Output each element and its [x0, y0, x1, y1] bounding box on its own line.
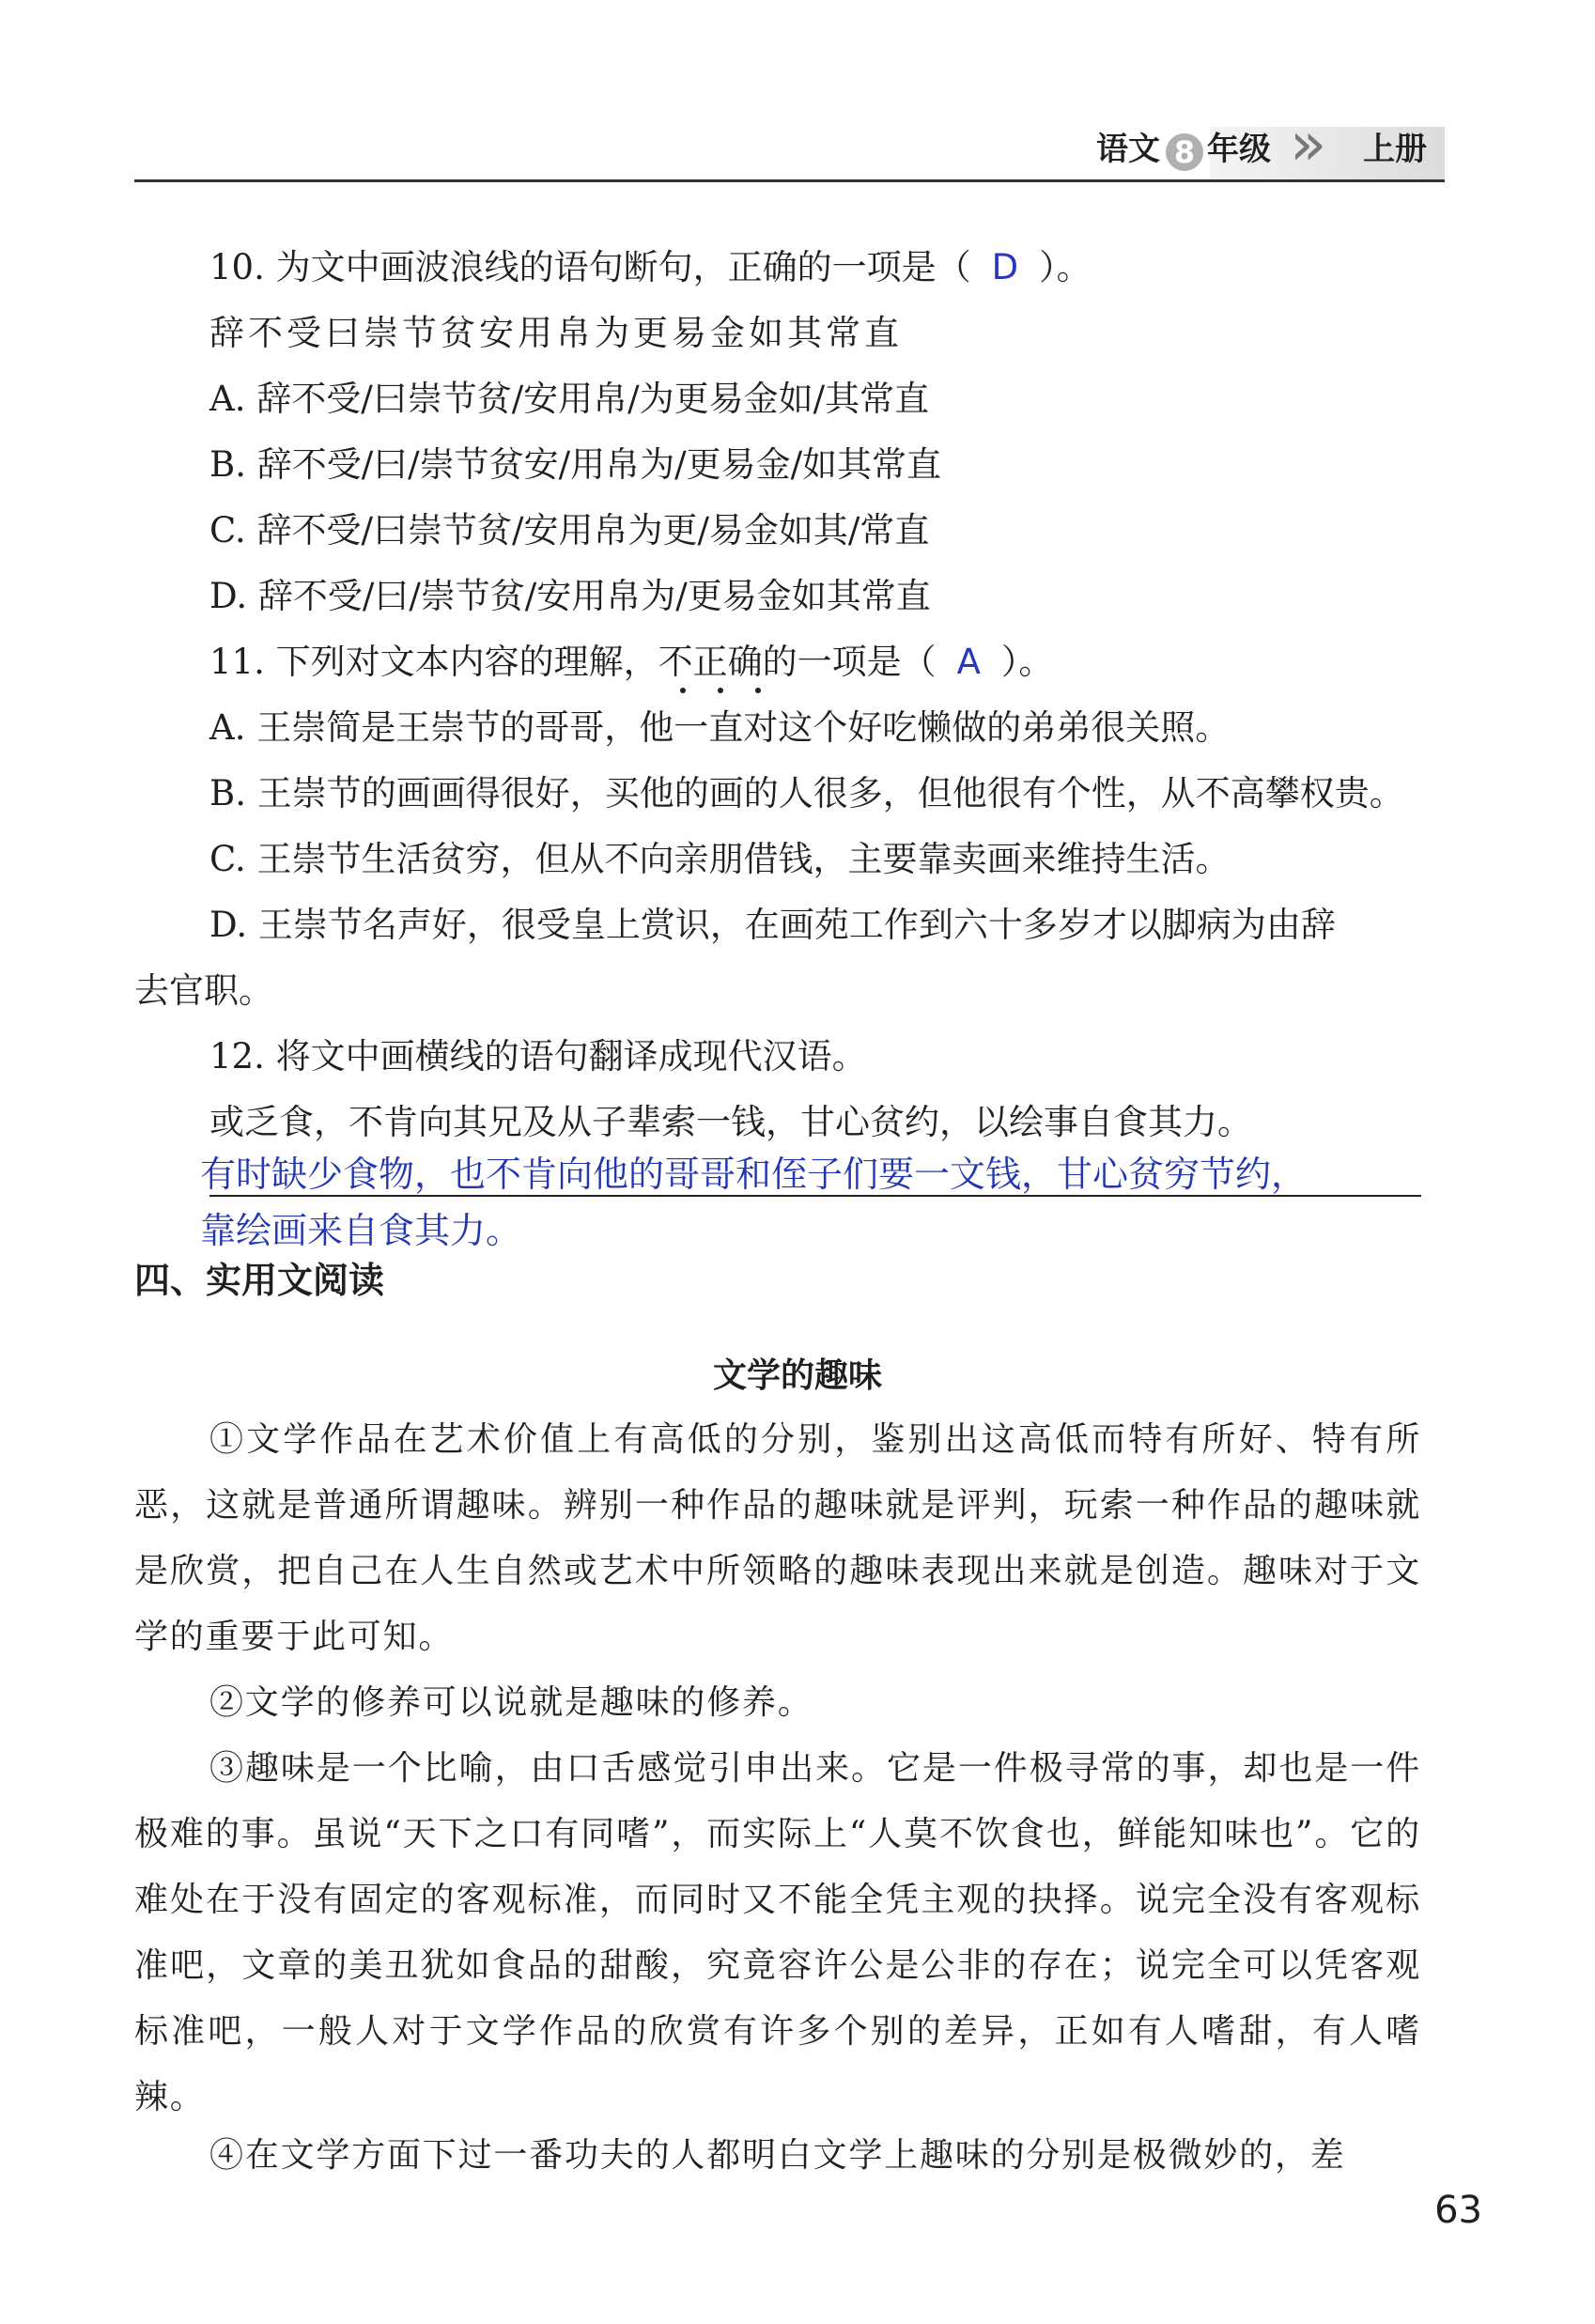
article-title: 文学的趣味	[712, 1356, 882, 1395]
question-10-stem: 10. 为文中画波浪线的语句断句，正确的一项是（ D ）。	[209, 247, 1092, 287]
question-10-answer: D	[991, 247, 1019, 287]
question-11-option-a: A. 王崇简是王崇节的哥哥，他一直对这个好吃懒做的弟弟很关照。	[209, 707, 1231, 748]
page-header	[134, 103, 1445, 182]
emphasis-dot	[680, 688, 686, 693]
question-11-option-d-continued: 去官职。	[134, 970, 273, 1011]
question-11-option-b: B. 王崇节的画画得很好，买他的画的人很多，但他很有个性，从不高攀权贵。	[209, 773, 1404, 813]
emphasis-dot	[718, 688, 723, 693]
article-paragraph-3: ③趣味是一个比喻，由口舌感觉引申出来。它是一件极寻常的事，却也是一件极难的事。虽说“天下之口有同嗜”，而实际上“人莫不饮食也，鲜能知味也”。它的难处在于没有固定的客观标准，而同时又不能全凭主观的抉择。说完全没有客观标准吧，文章的美丑犹如食品的甜酸，究竟容许公是公非的存在；说完全可以凭客观标准吧，一般人对于文学作品的欣赏有许多个别的差异，正如有人嗜甜，有人嗜辣。	[134, 1749, 1421, 2116]
question-10-option-a: A. 辞不受/曰崇节贫/安用帛/为更易金如/其常直	[209, 379, 930, 419]
page-number: 63	[1434, 2189, 1482, 2232]
answer-underline	[209, 1195, 1421, 1197]
double-chevron-icon: ››	[1290, 110, 1316, 179]
header-volume: 上册	[1363, 131, 1427, 168]
question-10-option-b: B. 辞不受/曰/崇节贫安/用帛为/更易金/如其常直	[209, 444, 942, 485]
article-paragraph-2: ②文学的修养可以说就是趣味的修养。	[209, 1683, 813, 1722]
question-12-answer-line-1: 有时缺少食物，也不肯向他的哥哥和侄子们要一文钱，甘心贫穷节约，	[200, 1154, 1308, 1195]
question-10-original: 辞不受曰崇节贫安用帛为更易金如其常直	[209, 313, 903, 353]
question-12-original: 或乏食，不肯向其兄及从子辈索一钱，甘心贫约，以绘事自食其力。	[209, 1102, 1252, 1142]
question-12-stem: 12. 将文中画横线的语句翻译成现代汉语。	[209, 1036, 867, 1077]
section-heading: 四、实用文阅读	[134, 1260, 385, 1301]
grade-number-badge: 8	[1166, 133, 1203, 171]
question-10-option-d: D. 辞不受/曰/崇节贫/安用帛为/更易金如其常直	[209, 576, 931, 616]
article-paragraph-4: ④在文学方面下过一番功夫的人都明白文学上趣味的分别是极微妙的，差	[209, 2136, 1346, 2175]
question-12-answer-line-2: 靠绘画来自食其力。	[200, 1210, 522, 1251]
question-11-option-c: C. 王崇节生活贫穷，但从不向亲朋借钱，主要靠卖画来维持生活。	[209, 839, 1231, 879]
article-paragraph-1: ①文学作品在艺术价值上有高低的分别，鉴别出这高低而特有所好、特有所恶，这就是普通所谓趣味。辨别一种作品的趣味就是评判，玩索一种作品的趣味就是欣赏，把自己在人生自然或艺术中所领略的趣味表现出来就是创造。趣味对于文学的重要于此可知。	[134, 1420, 1421, 1656]
question-11-option-d: D. 王崇节名声好，很受皇上赏识，在画苑工作到六十多岁才以脚病为由辞	[209, 905, 1336, 945]
question-10-option-c: C. 辞不受/曰崇节贫/安用帛为更/易金如其/常直	[209, 510, 930, 550]
question-11-stem: 11. 下列对文本内容的理解，不正确的一项是（ A ）。	[209, 642, 1054, 682]
header-subject: 语文	[1096, 131, 1160, 168]
header-grade: 年级	[1207, 131, 1271, 168]
question-11-answer: A	[956, 642, 981, 682]
header-rule	[134, 179, 1445, 182]
emphasis-dot	[755, 688, 761, 693]
